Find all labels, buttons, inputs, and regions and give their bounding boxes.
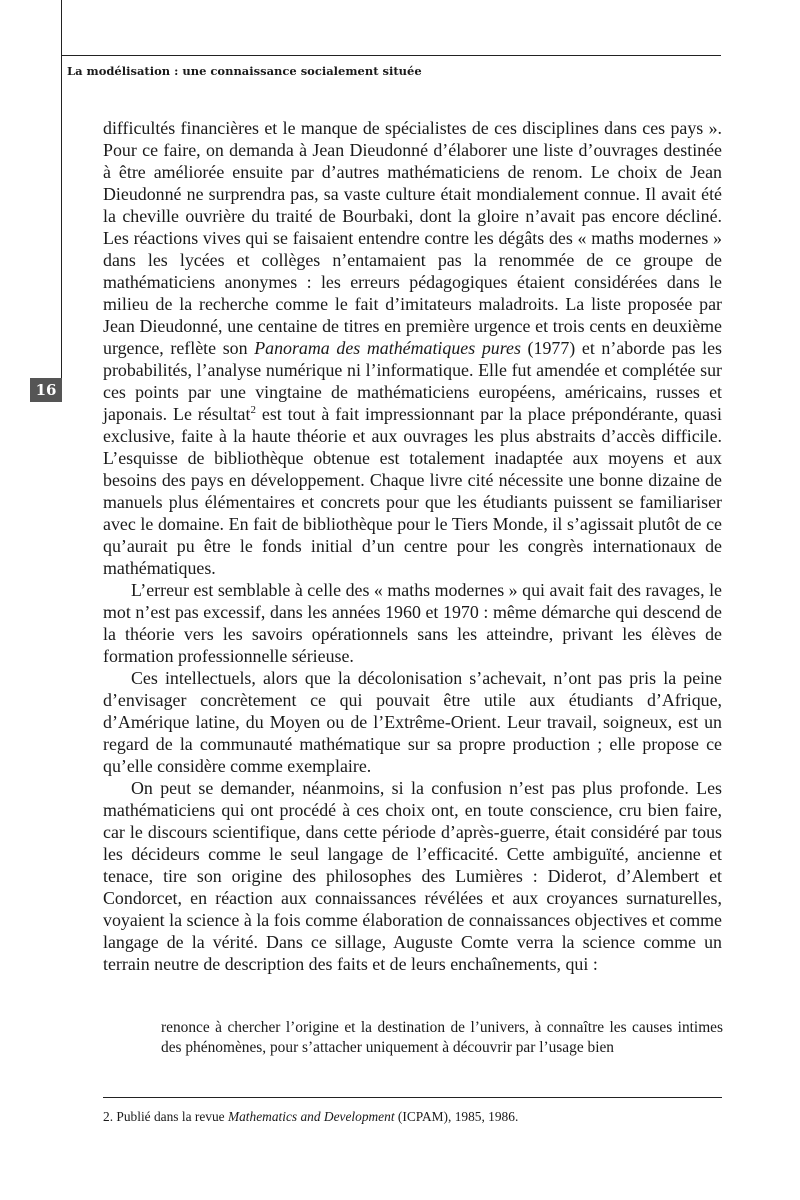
paragraph-3: Ces intellectuels, alors que la décolonisation s’achevait, n’ont pas pris la peine d’envisager concrètement ce qui pouvait être utile aux étudiants d’Afrique, d’Amérique latine, du Moyen ou de l’Extrême-Orient. Leur travail, soigneux, est un regard de la communauté mathématique sur sa propre production ; elle propose ce qu’elle considère comme exemplaire. [103, 668, 722, 776]
margin-vertical-rule [61, 0, 62, 385]
body-text [103, 117, 722, 975]
paragraph-1-text-b: (1977) et n’aborde pas les probabilités, l’analyse numérique ni l’informatique. Elle fut amendée et complétée sur ces points par une vingtaine de mathématiciens européens, américains, russes et japonais. Le résultat [103, 338, 723, 424]
page-number: 16 [30, 378, 62, 402]
book-title: Panorama des mathématiques pures [254, 338, 521, 358]
footnote-journal-title: Mathematics and Development [227, 1109, 395, 1124]
paragraph-1-text-c: est tout à fait impressionnant par la place prépondérante, quasi exclusive, faite à la haute théorie et aux ouvrages les plus abstraits d’accès difficile. L’esquisse de bibliothèque obtenue est totalement inadaptée aux moyens et aux besoins des pays en développement. Chaque livre cité nécessite une bonne dizaine de manuels plus élémentaires et concrets pour que les étudiants puissent se familiariser avec le domaine. En fait de bibliothèque pour le Tiers Monde, il s’agissait plutôt de ce qu’aurait pu être le fonds initial d’un centre pour les congrès internationaux de mathématiques. [103, 404, 722, 578]
paragraph-1-text-a: difficultés financières et le manque de spécialistes de ces disciplines dans ces pays ». Pour ce faire, on demanda à Jean Dieudonné d’élaborer une liste d’ouvrages destinée à être améliorée ensuite par d’autres mathématiciens de renom. Le choix de Jean Dieudonné ne surprendra pas, sa vaste culture était mondialement connue. Il avait été la cheville ouvrière du traité de Bourbaki, dont la gloire n’avait pas encore décliné. Les réactions vives qui se faisaient entendre contre les dégâts des « maths modernes » dans les lycées et collèges n’entamaient pas la renommée de ce groupe de mathématiciens anonymes : les erreurs pédagogiques étaient considérées dans le milieu de la recherche comme le fait d’imitateurs maladroits. La liste proposée par Jean Dieudonné, une centaine de titres en première urgence et trois cents en deuxième urgence, reflète son [103, 118, 722, 358]
footnote-reference: 2 [250, 404, 256, 416]
header-rule [61, 55, 721, 56]
footnote [103, 1108, 722, 1125]
running-header: La modélisation : une connaissance socialement située [67, 64, 422, 78]
paragraph-1 [103, 117, 722, 579]
footnote-text-a: 2. Publié dans la revue [103, 1109, 228, 1124]
block-quote: renonce à chercher l’origine et la destination de l’univers, à connaître les causes intimes des phénomènes, pour s’attacher uniquement à découvrir par l’usage bien [161, 1019, 723, 1056]
footnote-rule [103, 1097, 722, 1098]
paragraph-2: L’erreur est semblable à celle des « maths modernes » qui avait fait des ravages, le mot n’est pas excessif, dans les années 1960 et 1970 : même démarche qui descend de la théorie vers les savoirs opérationnels sans les atteindre, privant les élèves de formation professionnelle sérieuse. [103, 580, 722, 666]
paragraph-4: On peut se demander, néanmoins, si la confusion n’est pas plus profonde. Les mathématiciens qui ont procédé à ces choix ont, en toute conscience, cru bien faire, car le discours scientifique, dans cette période d’après-guerre, était considéré par tous les décideurs comme le seul langage de l’efficacité. Cette ambiguïté, ancienne et tenace, tire son origine des philosophes des Lumières : Diderot, d’Alembert et Condorcet, en réaction aux connaissances révélées et aux croyances surnaturelles, voyaient la science à la fois comme élaboration de connaissances objectives et comme langage de la vérité. Dans ce sillage, Auguste Comte verra la science comme un terrain neutre de description des faits et de leurs enchaînements, qui : [103, 778, 722, 974]
footnote-text-b: (ICPAM), 1985, 1986. [394, 1109, 519, 1124]
